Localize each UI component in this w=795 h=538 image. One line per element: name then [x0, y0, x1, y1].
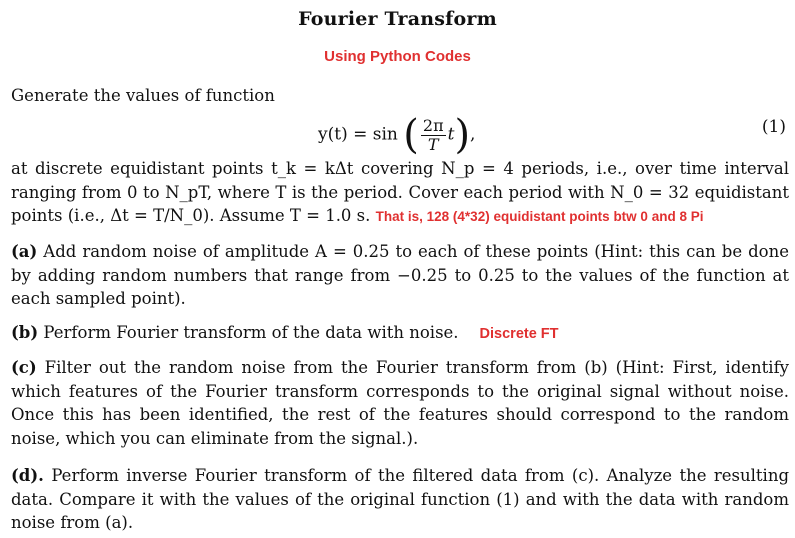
part-a-text: Add random noise of amplitude A = 0.25 to each of these points (Hint: this can be done by adding random numbers that range from −0.25 to 0.25 to the values of the function at each sampled point). [11, 242, 789, 308]
setup-paragraph [11, 157, 789, 229]
part-a [11, 240, 789, 311]
part-b-text: Perform Fourier transform of the data with noise. [43, 323, 459, 342]
points-note: That is, 128 (4*32) equidistant points btw 0 and 8 Pi [375, 209, 704, 224]
equation-body [318, 112, 476, 158]
part-c-text: Filter out the random noise from the Fourier transform from (b) (Hint: First, identify which features of the Fourier transform corresponds to the original signal without noise. Once this has been identified, the rest of the features should correspond to the random noise, which you can eliminate from the signal.). [11, 358, 789, 448]
part-b-label: (b) [11, 323, 39, 342]
left-paren: ( [403, 112, 419, 158]
part-d [11, 464, 789, 535]
right-paren: ) [454, 112, 471, 158]
equation-variable: t [447, 124, 455, 145]
equation-1 [318, 99, 788, 158]
setup-text: at discrete equidistant points t_k = kΔt covering N_p = 4 periods, i.e., over time interval ranging from 0 to N_pT, where T is the period. Cover each period with N_0 = 32 equidistant points (i.e., Δt = T/N_0). Assume T = 1.0 s. [11, 159, 789, 225]
part-d-text: Perform inverse Fourier transform of the filtered data from (c). Analyze the resulting data. Compare it with the values of the original function (1) and with the data with random noise from (a). [11, 466, 790, 532]
part-d-label: (d). [11, 466, 44, 485]
part-a-label: (a) [11, 242, 38, 261]
equation-fraction [421, 115, 446, 154]
part-b-note: Discrete FT [479, 326, 559, 342]
fraction-denominator: T [427, 134, 439, 154]
equation-lhs: y(t) = sin [318, 124, 398, 145]
document-title: Fourier Transform [298, 8, 497, 30]
part-c-label: (c) [11, 358, 37, 377]
document-subtitle: Using Python Codes [324, 48, 471, 65]
equation-trailing: , [470, 124, 476, 145]
intro-paragraph: Generate the values of function [11, 86, 275, 105]
equation-number: (1) [761, 117, 786, 137]
part-b [11, 321, 789, 347]
part-c [11, 356, 789, 450]
fraction-numerator: 2π [422, 115, 444, 135]
